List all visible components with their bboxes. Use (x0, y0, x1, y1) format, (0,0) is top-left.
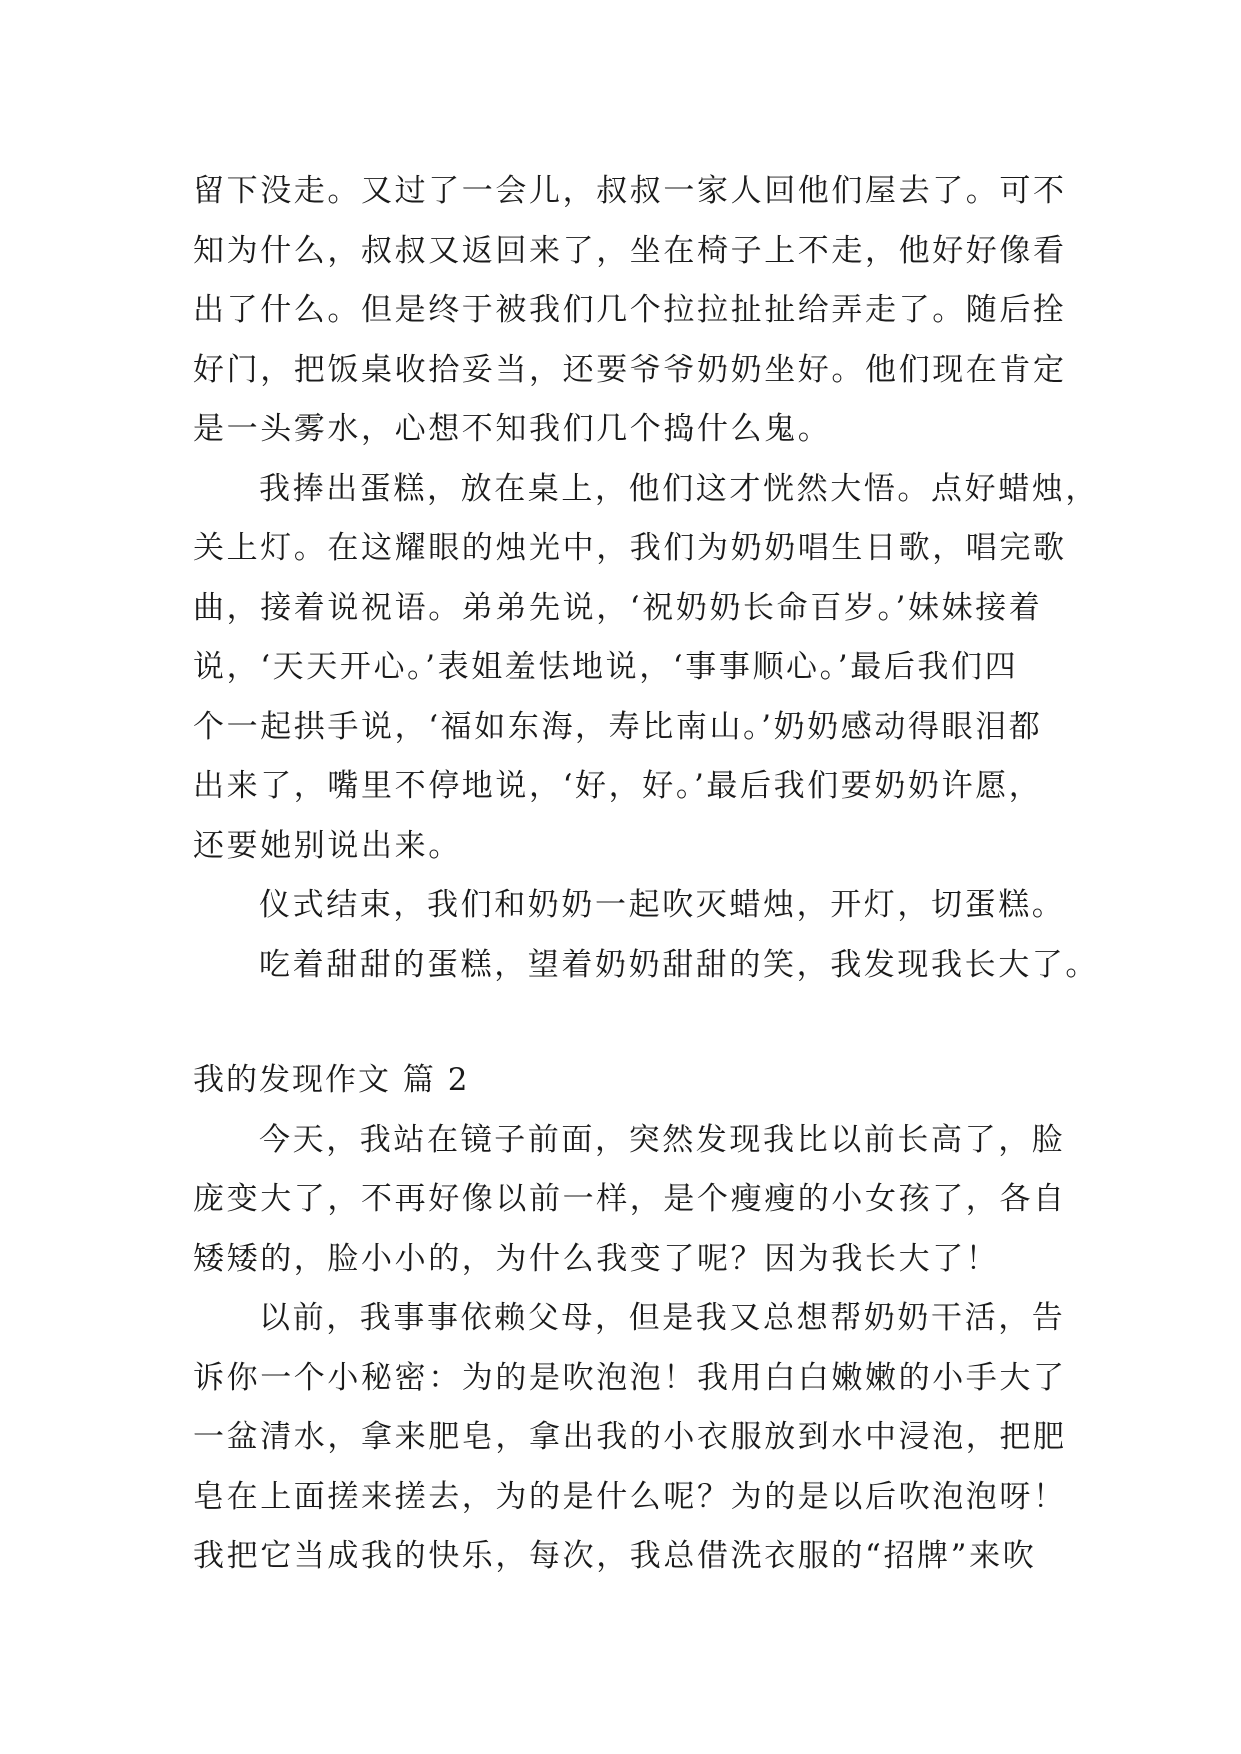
text-line: 皂在上面搓来搓去，为的是什么呢？为的是以后吹泡泡呀！ (193, 1478, 1067, 1515)
text-line: 出了什么。但是终于被我们几个拉拉扯扯给弄走了。随后拴 (193, 292, 1067, 328)
text-line: 知为什么，叔叔又返回来了，坐在椅子上不走，他好好像看 (193, 232, 1067, 269)
text-line: 曲，接着说祝语。弟弟先说，‘祝奶奶长命百岁。’妹妹接着 (193, 589, 1043, 626)
paragraph-first-line: 今天，我站在镜子前面，突然发现我比以前长高了，脸 (259, 1121, 1066, 1158)
text-line: 说，‘天天开心。’表姐羞怯地说，‘事事顺心。’最后我们四 (193, 649, 1019, 685)
text-line: 矮矮的，脸小小的，为什么我变了呢？因为我长大了！ (193, 1240, 1000, 1277)
text-line: 一盆清水，拿来肥皂，拿出我的小衣服放到水中浸泡，把肥 (193, 1419, 1067, 1455)
text-line: 是一头雾水，心想不知我们几个捣什么鬼。 (193, 411, 832, 447)
paragraph-first-line: 以前，我事事依赖父母，但是我又总想帮奶奶干活，告 (259, 1300, 1066, 1336)
text-line: 个一起拱手说，‘福如东海，寿比南山。’奶奶感动得眼泪都 (193, 708, 1043, 745)
text-line: 庞变大了，不再好像以前一样，是个瘦瘦的小女孩了，各自 (193, 1181, 1067, 1217)
text-line: 好门，把饭桌收拾妥当，还要爷爷奶奶坐好。他们现在肯定 (193, 351, 1067, 388)
paragraph-first-line: 仪式结束，我们和奶奶一起吹灭蜡烛，开灯，切蛋糕。 (259, 887, 1066, 923)
paragraph-first-line: 吃着甜甜的蛋糕，望着奶奶甜甜的笑，我发现我长大了。 (259, 946, 1099, 983)
section-gap (193, 995, 1063, 1051)
text-line: 诉你一个小秘密：为的是吹泡泡！我用白白嫩嫩的小手大了 (193, 1359, 1067, 1396)
text-line: 还要她别说出来。 (193, 827, 462, 864)
text-column (193, 162, 1099, 1587)
text-line: 我把它当成我的快乐，每次，我总借洗衣服的“招牌”来吹 (193, 1538, 1037, 1574)
text-line: 出来了，嘴里不停地说，‘好，好。’最后我们要奶奶许愿， (193, 768, 1043, 804)
paragraph-first-line: 我捧出蛋糕，放在桌上，他们这才恍然大悟。点好蜡烛， (259, 470, 1099, 507)
section-heading: 我的发现作文 篇 2 (193, 1062, 470, 1098)
text-line: 关上灯。在这耀眼的烛光中，我们为奶奶唱生日歌，唱完歌 (193, 530, 1067, 566)
text-line: 留下没走。又过了一会儿，叔叔一家人回他们屋去了。可不 (193, 173, 1067, 209)
